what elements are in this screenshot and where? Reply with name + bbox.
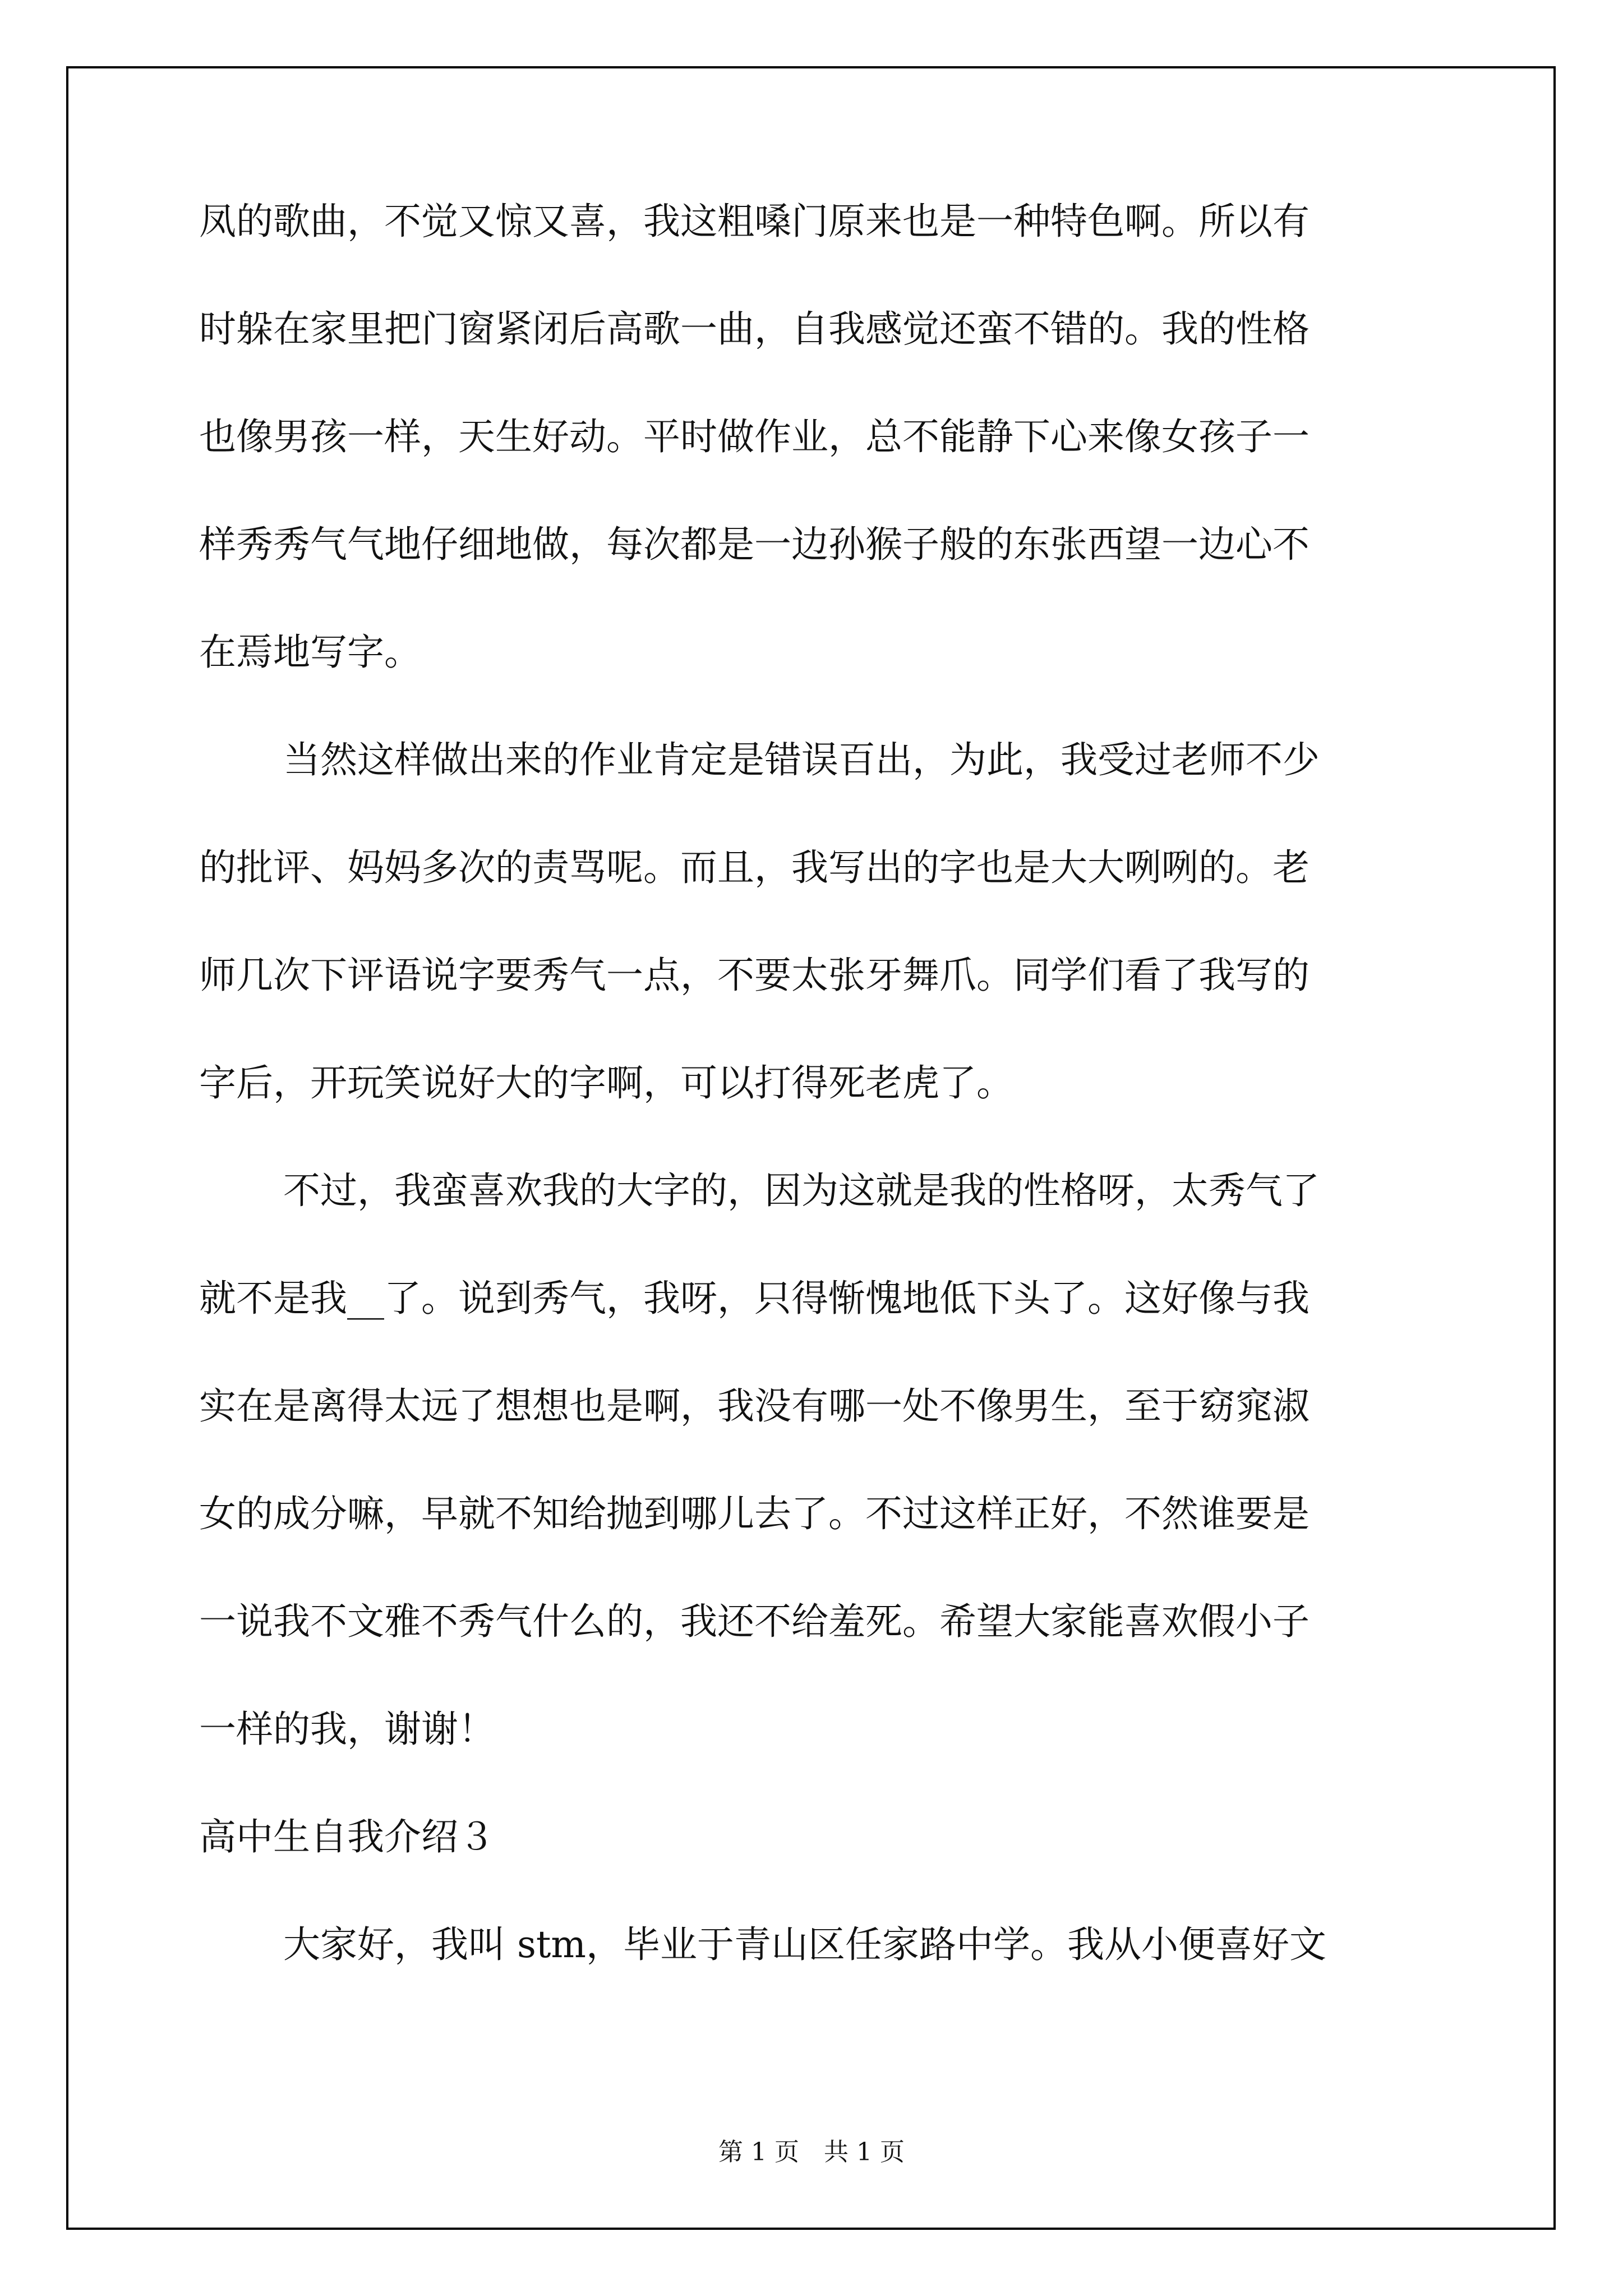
text-line: 一样的我，谢谢！ [199,1708,495,1751]
text-line: 时躲在家里把门窗紧闭后高歌一曲，自我感觉还蛮不错的。我的性格 [199,307,1310,351]
text-line: 实在是离得太远了想想也是啊，我没有哪一处不像男生，至于窈窕淑 [199,1384,1310,1428]
text-line: 女的成分嘛，早就不知给抛到哪儿去了。不过这样正好，不然谁要是 [199,1492,1310,1535]
text-line: 的批评、妈妈多次的责骂呢。而且，我写出的字也是大大咧咧的。老 [199,846,1310,889]
text-line: 师几次下评语说字要秀气一点，不要太张牙舞爪。同学们看了我写的 [199,954,1310,997]
text-line: 字后，开玩笑说好大的字啊，可以打得死老虎了。 [199,1061,1013,1105]
page-footer: 第 1 页 共 1 页 [718,2138,905,2166]
paragraph-first-line: 大家好，我叫 stm，毕业于青山区任家路中学。我从小便喜好文 [283,1923,1326,1966]
paragraph-first-line: 不过，我蛮喜欢我的大字的，因为这就是我的性格呀，太秀气了 [283,1169,1320,1212]
text-line: 就不是我__了。说到秀气，我呀，只得惭愧地低下头了。这好像与我 [199,1277,1310,1320]
document-body [199,200,1433,2034]
text-line: 样秀秀气气地仔细地做，每次都是一边孙猴子般的东张西望一边心不 [199,523,1310,566]
text-line: 在焉地写字。 [199,631,421,674]
section-heading: 高中生自我介绍３ [199,1815,495,1858]
text-line: 一说我不文雅不秀气什么的，我还不给羞死。希望大家能喜欢假小子 [199,1600,1310,1643]
text-line: 凤的歌曲，不觉又惊又喜，我这粗嗓门原来也是一种特色啊。所以有 [199,200,1310,243]
paragraph-first-line: 当然这样做出来的作业肯定是错误百出，为此，我受过老师不少 [283,738,1320,781]
text-line: 也像男孩一样，天生好动。平时做作业，总不能静下心来像女孩子一 [199,415,1310,458]
